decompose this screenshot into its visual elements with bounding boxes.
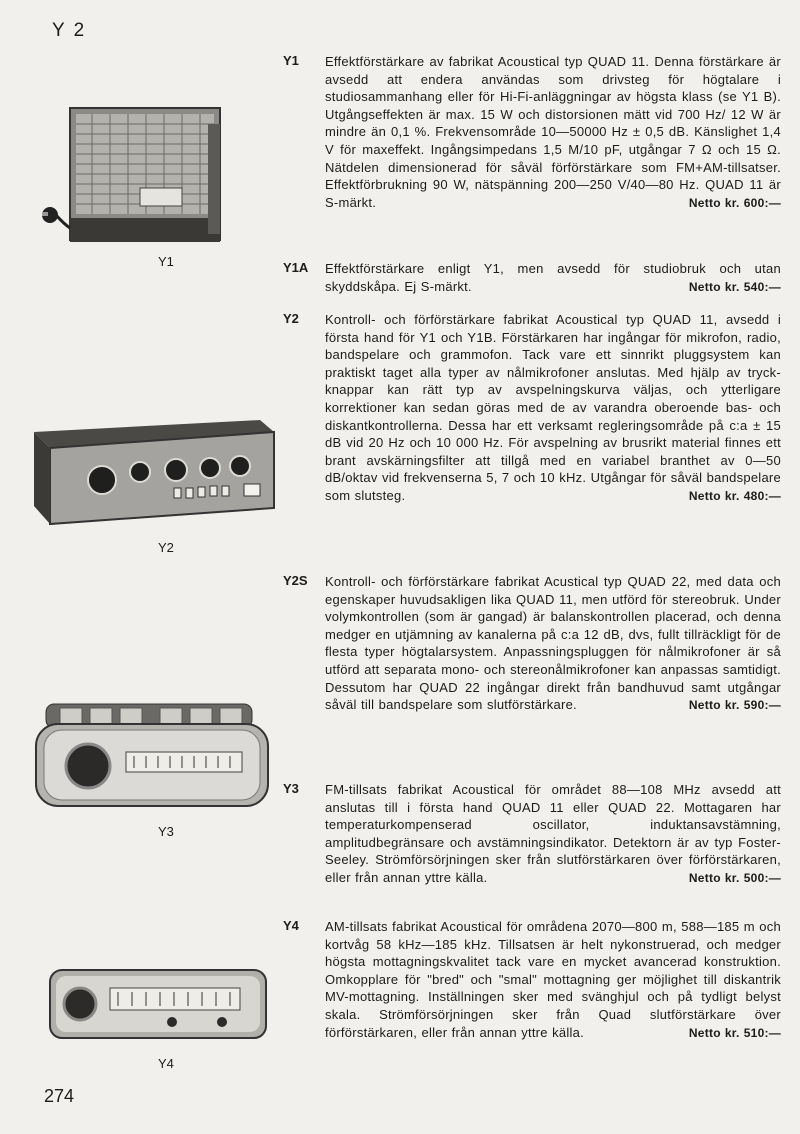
product-code: Y1 <box>283 53 299 68</box>
am-tuner-y4-image <box>46 964 270 1044</box>
description-text: Kontroll- och förförstärkare fabrikat Acoustical typ QUAD 11, avsedd i första hand för Y1 och Y1B. Förstärkaren har ingångar för mikrofon, radio, bandspelare och grammofon. Tack vare ett sinnrikt pluggsystem kan praktiskt taget alla typer av nålmikrofoner anslutas. Med hjälp av tryck-knappar kan rätt typ av avspelningskurva väljas, och ytterligare korrektioner kan sedan göras med de av varandra oberoende bas- och diskantkontrollerna. Dessa har ett verksamt regleringsområde på c:a ± 15 dB vid 20 Hz och 10 000 Hz. För avspelning av brusrikt material finnes ett brant avskärningsfilter att tillgå med en variabel branthet av 0—50 dB/oktav vid frekvenserna 5, 7 och 10 kHz. Utgångar för såväl bandspelare som slutsteg. <box>325 312 781 503</box>
fm-tuner-y3-image <box>30 700 274 812</box>
product-code: Y2 <box>283 311 299 326</box>
product-entry-y3 <box>283 781 781 888</box>
product-description <box>325 573 781 714</box>
description-text: Effektförstärkare av fabrikat Acoustical typ QUAD 11. Denna förstärkare är avsedd att endera användas som drivsteg för högtalare i studiosammanhang eller för Hi-Fi-anläggningar av högsta klass (se Y1 B). Utgångseffekten är max. 15 W och distorsionen mätt vid 700 Hz/ 12 W är mindre än 0,1 %. Frekvensområde 10—50000 Hz ± 0,5 dB. Känslighet 1,4 V för maxeffekt. Ingångsimpedans 1,5 M/10 pF, utgångar 7 Ω och 15 Ω. Nätdelen dimensionerad för såväl förförstärkare som FM+AM-tillsatser. Effektförbrukning 90 W, nätspänning 200—250 V/40—80 Hz. QUAD 11 är S-märkt. <box>325 54 781 210</box>
figure-caption-y1: Y1 <box>158 254 174 269</box>
product-code: Y4 <box>283 918 299 933</box>
price: Netto kr. 500:— <box>688 870 781 885</box>
preamplifier-y2-image <box>20 408 280 530</box>
product-entry-y4 <box>283 918 781 1042</box>
figure-caption-y4: Y4 <box>158 1056 174 1071</box>
product-code: Y1A <box>283 260 309 275</box>
page-number: 274 <box>44 1086 75 1106</box>
product-entry-y2 <box>283 311 781 506</box>
price: Netto kr. 510:— <box>688 1025 781 1040</box>
product-code: Y2S <box>283 573 308 588</box>
figure-caption-y3: Y3 <box>158 824 174 839</box>
product-entry-y2s <box>283 573 781 715</box>
product-code: Y3 <box>283 781 299 796</box>
price: Netto kr. 600:— <box>688 195 781 210</box>
amplifier-y1-image <box>30 100 250 250</box>
product-entry-y1 <box>283 53 781 212</box>
product-description <box>325 918 781 1041</box>
description-text: Kontroll- och förförstärkare fabrikat Acustical typ QUAD 22, med data och egenskaper huvudsakligen lika QUAD 11, men utförd för stereobruk. Under volymkontrollen (som är gangad) är balanskontrollen placerad, och denna medger en utjämning av kanalerna på c:a 12 dB, dvs, fullt tillräckligt för de flesta typer högtalarsystem. Anpassningspluggen för nålmikrofoner är så utförd att separata mono- och stereonålmikrofoner kan anpassas samtidigt. Dessutom har QUAD 22 ingångar direkt från bandhuvud samt utgångar såväl till bandspelare som slutförstärkare. <box>325 574 781 713</box>
product-description <box>325 311 781 505</box>
product-description <box>325 53 781 211</box>
price: Netto kr. 540:— <box>688 279 781 294</box>
product-description <box>325 781 781 887</box>
product-entry-y1a <box>283 260 781 296</box>
description-text: FM-tillsats fabrikat Acoustical för området 88—108 MHz avsedd att anslutas till i första hand QUAD 11 eller QUAD 22. Mottagaren har temperaturkompenserad oscillator, induktansavstämning, amplitudbegränsare och avstämningsindikator. Detektorn är av typ Foster-Seeley. Strömförsörjningen sker från slutförstärkaren över förförstärkaren, eller från annan yttre källa. <box>325 782 781 885</box>
page-label: Y 2 <box>52 20 87 41</box>
description-text: AM-tillsats fabrikat Acoustical för områdena 2070—800 m, 588—185 m och kortvåg 58 kHz—185 kHz. Tillsatsen är helt nykonstruerad, och medger högsta mottagningskvalitet tack vare en mycket avancerad konstruktion. Omkopplare för "bred" och "smal" mottagning ger möjlighet till diskantrik MV-mottagning. Inställningen sker med svänghjul och på tydligt belyst skala. Strömförsörjningen sker från Quad slutförstärkare över förförstärkaren, eller från annan yttre källa. <box>325 919 781 1040</box>
price: Netto kr. 480:— <box>688 488 781 503</box>
product-description <box>325 260 781 295</box>
price: Netto kr. 590:— <box>688 698 781 713</box>
description-text: Effektförstärkare enligt Y1, men avsedd för studiobruk och utan skyddskåpa. Ej S-märkt. <box>325 261 781 294</box>
figure-caption-y2: Y2 <box>158 540 174 555</box>
